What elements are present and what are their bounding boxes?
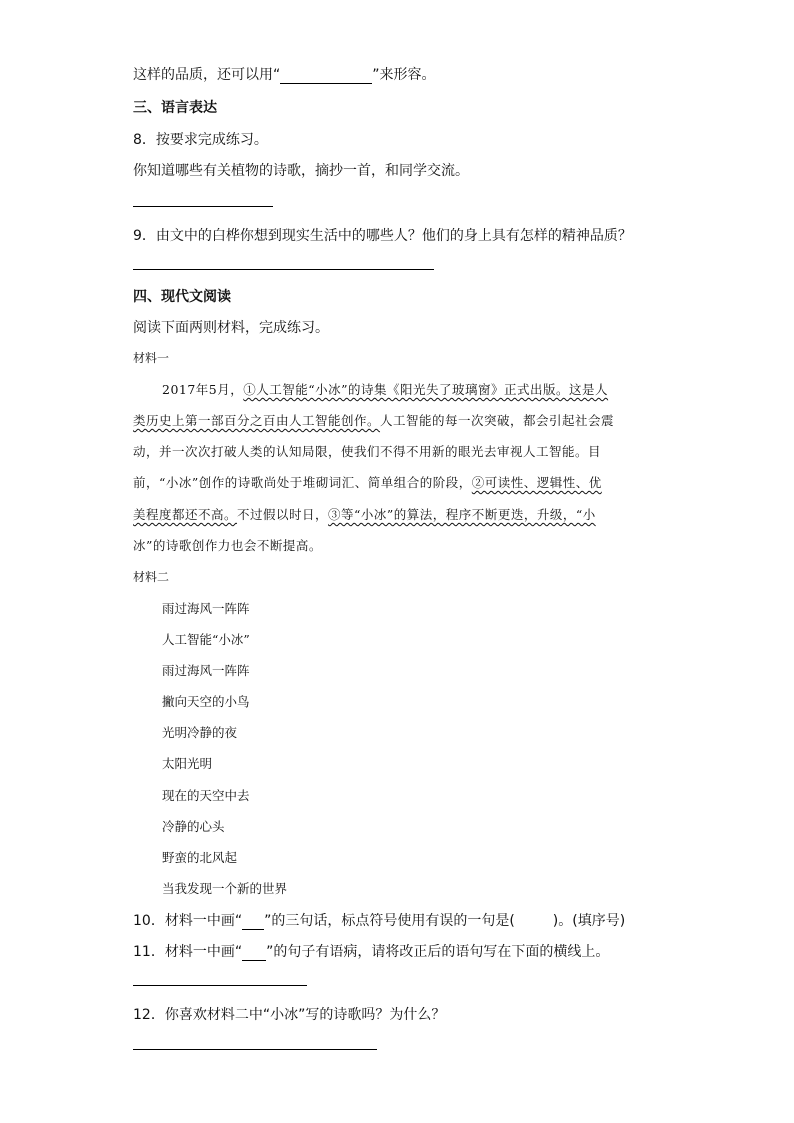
reading-instructions: 阅读下面两则材料，完成练习。 bbox=[133, 320, 329, 336]
poem-line: 冷静的心头 bbox=[162, 819, 225, 834]
question-9-title: 9．由文中的白桦你想到现实生活中的哪些人？他们的身上具有怎样的精神品质？ bbox=[133, 228, 632, 244]
material-2-label: 材料二 bbox=[133, 570, 170, 584]
question-10 bbox=[133, 910, 625, 930]
section-heading-3: 三、语言表达 bbox=[133, 100, 217, 116]
underlined-sentence-2: ②可读性、逻辑性、优 bbox=[471, 475, 602, 490]
text-segment: 不过假以时日， bbox=[237, 507, 329, 522]
text-segment: 前，“小冰”创作的诗歌尚处于堆砌词汇、简单组合的阶段， bbox=[133, 475, 472, 490]
material-1-line-4 bbox=[133, 473, 602, 491]
poem-line: 撇向天空的小鸟 bbox=[162, 694, 250, 709]
underline-sample bbox=[242, 947, 266, 961]
material-1-line-1 bbox=[162, 380, 608, 398]
poem-line: 光明冷静的夜 bbox=[162, 725, 238, 740]
text-segment: 人工智能的每一次突破，都会引起社会震 bbox=[380, 413, 615, 428]
text-segment: 2017年5月， bbox=[162, 382, 244, 397]
fill-in-prefix: 这样的品质，还可以用“ bbox=[133, 67, 281, 83]
answer-line-q9[interactable] bbox=[133, 269, 434, 270]
material-1-line-6: 冰”的诗歌创作力也会不断提高。 bbox=[133, 538, 322, 553]
poem-line: 太阳光明 bbox=[162, 756, 213, 771]
answer-line-q11[interactable] bbox=[133, 985, 307, 986]
underlined-sentence-3: ③等“小冰”的算法，程序不断更迭，升级，“小 bbox=[328, 507, 596, 522]
question-11 bbox=[133, 941, 609, 961]
poem-line: 人工智能“小冰” bbox=[162, 632, 250, 647]
fill-in-suffix: ”来形容。 bbox=[372, 67, 436, 83]
question-11-prefix: 11．材料一中画“ bbox=[133, 944, 243, 960]
poem-line: 野蛮的北风起 bbox=[162, 850, 238, 865]
question-10-prefix: 10．材料一中画“ bbox=[133, 913, 243, 929]
fill-in-sentence bbox=[133, 64, 436, 84]
question-12-title: 12．你喜欢材料二中“小冰”写的诗歌吗？为什么？ bbox=[133, 1007, 446, 1023]
material-1-line-5 bbox=[133, 505, 596, 523]
material-1-line-3: 动，并一次次打破人类的认知局限，使我们不得不用新的眼光去审视人工智能。目 bbox=[133, 444, 602, 459]
underlined-sentence-2-cont: 美程度都还不高。 bbox=[133, 507, 238, 522]
question-10-text: ”的三句话，标点符号使用有误的一句是( bbox=[264, 913, 515, 929]
material-1-line-2 bbox=[133, 411, 614, 429]
material-1-label: 材料一 bbox=[133, 351, 170, 365]
section-heading-4: 四、现代文阅读 bbox=[133, 289, 231, 305]
poem-line: 雨过海风一阵阵 bbox=[162, 601, 250, 616]
poem-line: 现在的天空中去 bbox=[162, 788, 250, 803]
answer-line-q8[interactable] bbox=[133, 206, 273, 207]
underline-sample bbox=[242, 916, 264, 930]
question-10-suffix: )。(填序号) bbox=[552, 913, 626, 929]
answer-line-q12[interactable] bbox=[133, 1049, 377, 1050]
poem-line: 雨过海风一阵阵 bbox=[162, 663, 250, 678]
question-11-text: ”的句子有语病，请将改正后的语句写在下面的横线上。 bbox=[266, 944, 610, 960]
underlined-sentence-1-cont: 类历史上第一部百分之百由人工智能创作。 bbox=[133, 413, 381, 428]
underlined-sentence-1: ①人工智能“小冰”的诗集《阳光失了玻璃窗》正式出版。这是人 bbox=[243, 382, 609, 397]
question-8-title: 8．按要求完成练习。 bbox=[133, 132, 268, 148]
question-8-prompt: 你知道哪些有关植物的诗歌，摘抄一首，和同学交流。 bbox=[133, 163, 469, 179]
answer-blank[interactable] bbox=[280, 68, 372, 84]
poem-line: 当我发现一个新的世界 bbox=[162, 881, 288, 896]
